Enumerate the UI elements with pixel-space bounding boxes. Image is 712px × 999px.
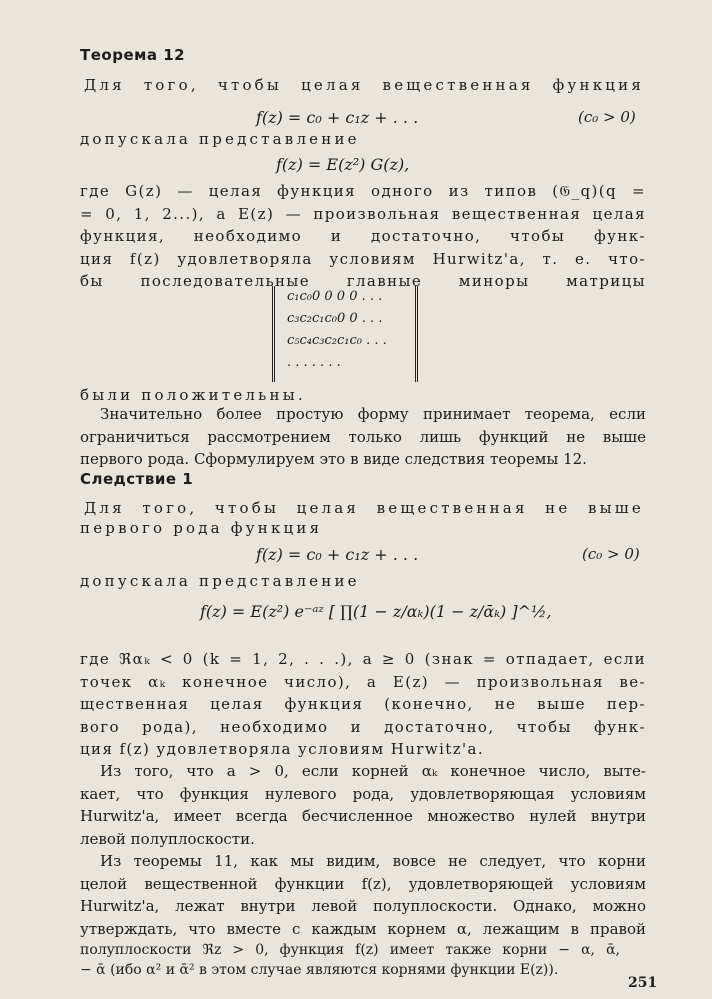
corollary-body-line: вого рода), необходимо и достаточно, чтобы функ- — [80, 717, 646, 736]
hurwitz-matrix — [272, 286, 418, 382]
paragraph-line: Из того, что a > 0, если корней αₖ конечное число, выте- — [100, 762, 646, 780]
corollary-formula-2: f(z) = E(z²) e⁻ᵃᶻ [ ∏(1 − z/αₖ)(1 − z/ᾱₖ) ]^½, — [200, 602, 552, 621]
corollary-body-line: ция f(z) удовлетворяла условиям Hurwitz'a. — [80, 740, 485, 758]
theorem-body — [80, 180, 646, 293]
corollary-line-1: Для того, чтобы целая вещественная не выше — [84, 499, 644, 517]
theorem-body-line: функция, необходимо и достаточно, чтобы функ- — [80, 227, 646, 245]
theorem-heading: Теорема 12 — [80, 46, 186, 64]
theorem-condition-1: (c₀ > 0) — [578, 108, 636, 126]
paragraph-line: Hurwitz'a, лежат внутри левой полуплоскости. Однако, можно — [80, 897, 646, 915]
page-number: 251 — [628, 975, 658, 991]
paragraph-line: − ᾱ (ибо α² и ᾱ² в этом случае являются корнями функции E(z)). — [80, 962, 559, 978]
corollary-condition-1: (c₀ > 0) — [582, 545, 640, 563]
corollary-line-2: допускала представление — [80, 572, 360, 590]
paragraph-line: целой вещественной функции f(z), удовлетворяющей условиям — [80, 874, 646, 893]
remark-line: ограничиться рассмотрением только лишь функций не выше — [80, 427, 646, 446]
paragraph-line: левой полуплоскости. — [80, 829, 255, 848]
paragraph-line: полуплоскости ℜz > 0, функция f(z) имеет также корни − α, ᾱ, — [80, 942, 620, 958]
paragraph-line: Из теоремы 11, как мы видим, вовсе не следует, что корни — [100, 852, 646, 870]
corollary-body-line: точек αₖ конечное число), а E(z) — произвольная ве- — [80, 672, 646, 691]
corollary-line-1b: первого рода функция — [80, 519, 323, 537]
paragraph-theorem-11 — [80, 850, 646, 940]
paragraph-line: кает, что функция нулевого рода, удовлетворяющая условиям — [80, 784, 646, 803]
corollary-body-line: где ℜαₖ < 0 (k = 1, 2, . . .), a ≥ 0 (знак = отпадает, если — [80, 650, 646, 668]
theorem-body-line: ция f(z) удовлетворяла условиям Hurwitz'a, т. е. что- — [80, 249, 646, 268]
theorem-body-line: где G(z) — целая функция одного из типов (𝔊_q)(q = — [80, 182, 646, 200]
corollary-formula-1: f(z) = c₀ + c₁z + . . . — [256, 545, 419, 564]
matrix-row: c₁c₀0 0 0 0 . . . — [287, 289, 383, 304]
remark-line: Значительно более простую форму принимает теорема, если — [100, 405, 646, 423]
theorem-line-2: допускала представление — [80, 130, 360, 148]
paragraph-theorem-11-end — [80, 940, 620, 980]
theorem-body-line: = 0, 1, 2...), а E(z) — произвольная вещественная целая — [80, 204, 646, 223]
theorem-body-line: бы последовательные главные миноры матрицы — [80, 272, 646, 290]
paragraph-line: утверждать, что вместе с каждым корнем α, лежащим в правой — [80, 919, 646, 938]
corollary-heading: Следствие 1 — [80, 470, 194, 488]
remark-line: первого рода. Сформулируем это в виде следствия теоремы 12. — [80, 450, 587, 468]
theorem-formula-2: f(z) = E(z²) G(z), — [276, 155, 410, 174]
after-matrix-line: были положительны. — [80, 386, 306, 404]
theorem-line-1: Для того, чтобы целая вещественная функция — [84, 76, 644, 94]
theorem-remark — [80, 403, 646, 471]
corollary-body — [80, 648, 646, 761]
matrix-row: . . . . . . . — [287, 355, 341, 370]
paragraph-zero-genus — [80, 760, 646, 850]
matrix-row: c₃c₂c₁c₀0 0 . . . — [287, 311, 383, 326]
corollary-body-line: щественная целая функция (конечно, не выше пер- — [80, 695, 646, 713]
theorem-formula-1: f(z) = c₀ + c₁z + . . . — [256, 108, 419, 127]
paragraph-line: Hurwitz'a, имеет всегда бесчисленное множество нулей внутри — [80, 807, 646, 825]
matrix-row: c₅c₄c₃c₂c₁c₀ . . . — [287, 333, 387, 348]
